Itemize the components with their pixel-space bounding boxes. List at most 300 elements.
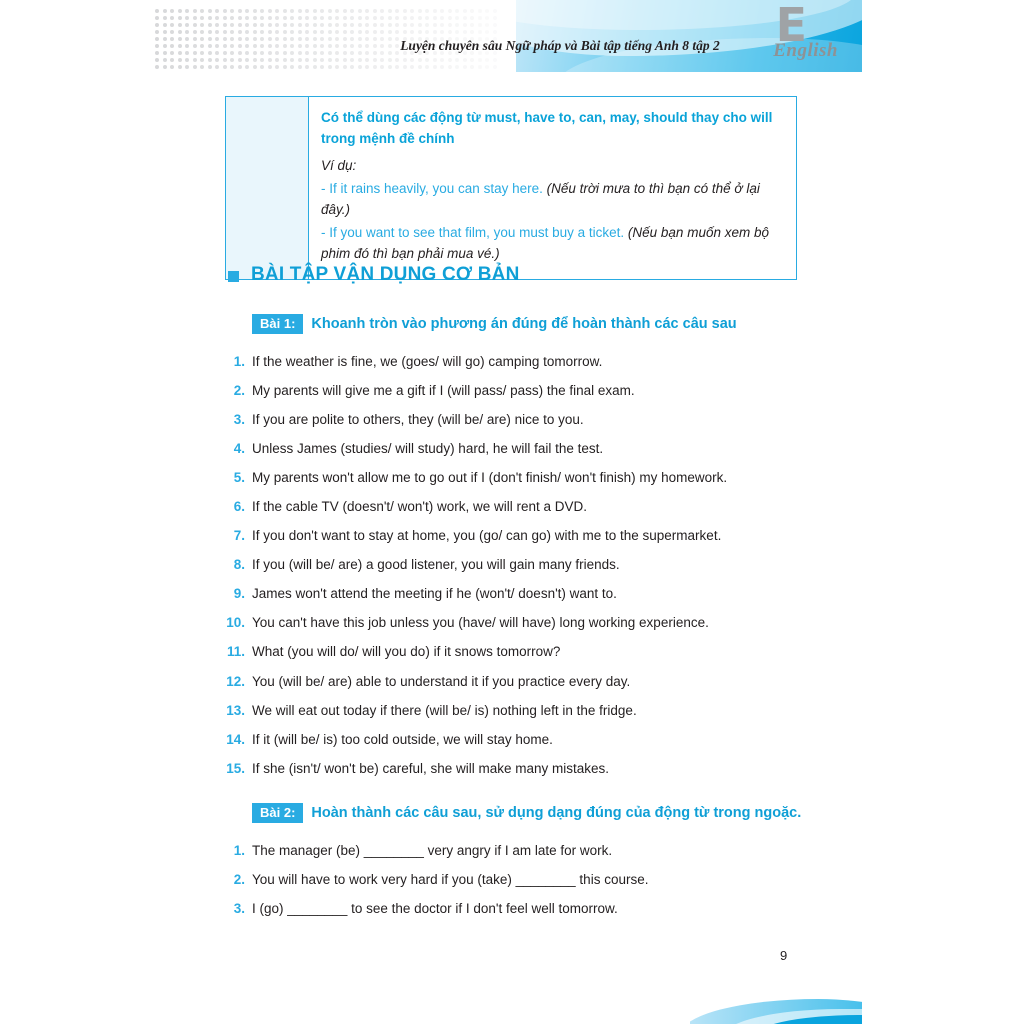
dot — [485, 65, 489, 69]
dot — [208, 30, 212, 34]
dot — [230, 9, 234, 13]
dot — [170, 37, 174, 41]
dot — [448, 65, 452, 69]
dot — [388, 30, 392, 34]
question-text: James won't attend the meeting if he (won't/ doesn't) want to. — [252, 586, 617, 602]
dot — [493, 23, 497, 27]
dot — [425, 9, 429, 13]
dot — [185, 23, 189, 27]
dot — [448, 16, 452, 20]
dot — [305, 16, 309, 20]
dot — [223, 37, 227, 41]
dot — [298, 23, 302, 27]
dot — [223, 9, 227, 13]
dot — [268, 65, 272, 69]
question-row — [222, 382, 822, 400]
question-text: What (you will do/ will you do) if it snows tomorrow? — [252, 644, 561, 660]
dot — [365, 58, 369, 62]
dot — [223, 51, 227, 55]
question-number: 2. — [233, 872, 245, 888]
dot — [215, 30, 219, 34]
dot — [470, 30, 474, 34]
dot — [493, 58, 497, 62]
dot — [485, 30, 489, 34]
grammar-note-box — [225, 96, 797, 280]
dot — [170, 51, 174, 55]
dot — [260, 30, 264, 34]
question-number: 1. — [233, 354, 245, 369]
dot-row — [155, 56, 497, 63]
dot — [343, 9, 347, 13]
dot — [208, 16, 212, 20]
dot — [463, 16, 467, 20]
dot-row — [155, 7, 497, 14]
question-number: 3. — [233, 901, 245, 917]
dot — [215, 23, 219, 27]
note-example-1-vi: (Nếu trời mưa to thì bạn có thể ở lại đây.) — [321, 181, 760, 218]
dot — [425, 30, 429, 34]
dot — [403, 58, 407, 62]
dot — [253, 44, 257, 48]
dot — [365, 16, 369, 20]
note-box-left-panel — [226, 97, 309, 279]
dot — [440, 30, 444, 34]
dot — [365, 65, 369, 69]
dot — [260, 51, 264, 55]
question-text: Unless James (studies/ will study) hard, he will fail the test. — [252, 441, 604, 457]
dot — [223, 58, 227, 62]
dot — [290, 58, 294, 62]
dot — [275, 16, 279, 20]
dot — [388, 9, 392, 13]
question-row — [222, 585, 822, 603]
dot — [170, 23, 174, 27]
dot — [155, 65, 159, 69]
dot — [170, 16, 174, 20]
dot — [335, 30, 339, 34]
dot — [223, 23, 227, 27]
dot — [403, 16, 407, 20]
dot — [163, 44, 167, 48]
dot — [298, 58, 302, 62]
dot — [178, 16, 182, 20]
dot — [178, 58, 182, 62]
dot — [470, 9, 474, 13]
note-example-label: Ví dụ: — [321, 157, 357, 173]
dot — [388, 65, 392, 69]
dot — [350, 30, 354, 34]
dot — [230, 65, 234, 69]
dot — [343, 65, 347, 69]
dot — [290, 30, 294, 34]
dot — [238, 58, 242, 62]
dot — [230, 30, 234, 34]
dot — [185, 44, 189, 48]
dot — [335, 9, 339, 13]
footer-wave-decoration — [690, 985, 862, 1024]
dot — [425, 65, 429, 69]
dot — [163, 58, 167, 62]
dot — [433, 9, 437, 13]
dot — [290, 37, 294, 41]
dot — [283, 16, 287, 20]
dot — [268, 44, 272, 48]
dot — [343, 16, 347, 20]
dot — [275, 58, 279, 62]
dot — [238, 51, 242, 55]
dot — [320, 30, 324, 34]
dot — [305, 23, 309, 27]
dot — [223, 30, 227, 34]
dot — [373, 30, 377, 34]
question-text: If you are polite to others, they (will be/ are) nice to you. — [252, 412, 584, 428]
dot — [170, 44, 174, 48]
dot — [163, 65, 167, 69]
section-heading — [228, 264, 520, 286]
question-text: My parents won't allow me to go out if I (don't finish/ won't finish) my homework. — [252, 470, 728, 486]
dot — [410, 9, 414, 13]
dot — [283, 23, 287, 27]
dot — [380, 23, 384, 27]
dot — [343, 23, 347, 27]
dot — [163, 9, 167, 13]
dot — [275, 30, 279, 34]
dot — [418, 58, 422, 62]
dot — [335, 58, 339, 62]
question-row — [222, 871, 822, 889]
dot — [170, 58, 174, 62]
note-example-1-en: - If it rains heavily, you can stay here. — [321, 181, 543, 197]
dot — [245, 23, 249, 27]
question-row — [222, 469, 822, 487]
dot — [410, 23, 414, 27]
dot — [163, 51, 167, 55]
dot — [448, 58, 452, 62]
dot — [185, 37, 189, 41]
dot — [208, 23, 212, 27]
dot — [253, 65, 257, 69]
dot — [305, 9, 309, 13]
dot — [358, 65, 362, 69]
dot — [268, 23, 272, 27]
dot — [275, 9, 279, 13]
question-number: 9. — [233, 586, 245, 602]
dot — [230, 51, 234, 55]
question-row — [222, 527, 822, 545]
dot — [298, 30, 302, 34]
dot — [245, 9, 249, 13]
dot — [185, 16, 189, 20]
dot — [485, 9, 489, 13]
question-text: We will eat out today if there (will be/ is) nothing left in the fridge. — [252, 702, 637, 718]
question-number: 2. — [233, 383, 245, 399]
dot — [305, 58, 309, 62]
question-text: The manager (be) ________ very angry if I am late for work. — [252, 843, 613, 858]
dot — [358, 9, 362, 13]
question-number: 15. — [226, 760, 245, 776]
exercise-1-tag: Bài 1: — [252, 314, 303, 334]
dot — [350, 9, 354, 13]
dot — [253, 30, 257, 34]
dot — [260, 9, 264, 13]
dot — [358, 58, 362, 62]
dot — [478, 16, 482, 20]
dot — [238, 16, 242, 20]
dot — [283, 51, 287, 55]
dot — [455, 16, 459, 20]
dot — [470, 58, 474, 62]
dot — [178, 9, 182, 13]
dot — [418, 23, 422, 27]
dot — [350, 58, 354, 62]
dot — [230, 37, 234, 41]
dot — [245, 65, 249, 69]
dot — [253, 37, 257, 41]
dot — [283, 44, 287, 48]
dot — [208, 9, 212, 13]
note-example-2-vi: (Nếu bạn muốn xem bộ phim đó thì bạn phải mua vé.) — [321, 224, 769, 261]
dot — [230, 58, 234, 62]
dot — [440, 58, 444, 62]
dot — [208, 37, 212, 41]
question-number: 13. — [226, 702, 245, 718]
dot — [238, 30, 242, 34]
question-number: 8. — [233, 557, 245, 573]
dot — [260, 65, 264, 69]
dot — [478, 65, 482, 69]
dot — [215, 16, 219, 20]
dot — [298, 9, 302, 13]
dot — [328, 9, 332, 13]
square-bullet-icon — [228, 271, 239, 282]
section-title: BÀI TẬP VẬN DỤNG CƠ BẢN — [251, 264, 520, 285]
dot — [425, 58, 429, 62]
dot — [290, 65, 294, 69]
dot — [410, 65, 414, 69]
dot — [455, 9, 459, 13]
dot — [388, 23, 392, 27]
dot — [178, 37, 182, 41]
dot — [448, 9, 452, 13]
dot — [200, 37, 204, 41]
dot — [290, 44, 294, 48]
dot — [238, 37, 242, 41]
dot — [178, 51, 182, 55]
dot — [200, 58, 204, 62]
exercise-2-title: Hoàn thành các câu sau, sử dụng dạng đúng của động từ trong ngoặc. — [311, 805, 802, 821]
dot — [343, 30, 347, 34]
dot — [373, 9, 377, 13]
dot — [245, 16, 249, 20]
dot — [373, 65, 377, 69]
question-number: 3. — [233, 412, 245, 428]
dot — [163, 30, 167, 34]
dot — [268, 37, 272, 41]
dot — [215, 37, 219, 41]
question-row — [222, 842, 822, 860]
dot — [223, 65, 227, 69]
dot — [440, 23, 444, 27]
dot — [193, 44, 197, 48]
dot — [178, 30, 182, 34]
dot — [200, 51, 204, 55]
dot — [343, 58, 347, 62]
dot — [253, 9, 257, 13]
dot — [335, 16, 339, 20]
dot — [230, 16, 234, 20]
dot — [493, 9, 497, 13]
dot — [380, 16, 384, 20]
dot — [283, 9, 287, 13]
dot — [245, 58, 249, 62]
dot — [163, 23, 167, 27]
dot — [245, 30, 249, 34]
dot — [260, 23, 264, 27]
dot — [395, 23, 399, 27]
exercise-2-question-list — [222, 842, 822, 929]
dot — [395, 30, 399, 34]
dot — [335, 23, 339, 27]
dot — [358, 23, 362, 27]
dot — [493, 30, 497, 34]
dot — [313, 23, 317, 27]
dot — [448, 23, 452, 27]
dot — [260, 58, 264, 62]
question-number: 12. — [226, 673, 245, 689]
dot — [208, 51, 212, 55]
dot — [200, 30, 204, 34]
dot — [328, 23, 332, 27]
dot — [403, 23, 407, 27]
dot — [193, 58, 197, 62]
dot — [433, 23, 437, 27]
dot — [215, 9, 219, 13]
dot — [433, 65, 437, 69]
dot — [193, 23, 197, 27]
dot — [268, 9, 272, 13]
dot — [380, 30, 384, 34]
dot — [283, 65, 287, 69]
dot — [395, 65, 399, 69]
dot — [403, 30, 407, 34]
dot — [463, 65, 467, 69]
dot — [193, 30, 197, 34]
dot — [200, 65, 204, 69]
dot — [223, 44, 227, 48]
question-text: You will have to work very hard if you (take) ________ this course. — [252, 872, 649, 888]
dot — [463, 23, 467, 27]
dot — [455, 65, 459, 69]
dot — [328, 30, 332, 34]
question-row — [222, 643, 822, 661]
dot — [313, 58, 317, 62]
dot-pattern-decoration — [155, 0, 497, 70]
dot — [215, 44, 219, 48]
dot — [305, 65, 309, 69]
question-row — [222, 614, 822, 632]
exercise-1-heading — [252, 314, 737, 334]
dot — [440, 65, 444, 69]
exercise-1-question-list — [222, 353, 822, 789]
question-number: 11. — [226, 644, 245, 660]
dot — [163, 16, 167, 20]
dot — [268, 16, 272, 20]
dot — [320, 65, 324, 69]
question-row — [222, 556, 822, 574]
question-text: You (will be/ are) able to understand it if you practice every day. — [252, 673, 631, 689]
dot — [455, 23, 459, 27]
dot — [328, 65, 332, 69]
question-text: If the weather is fine, we (goes/ will go) camping tomorrow. — [252, 354, 603, 369]
dot — [268, 30, 272, 34]
dot — [493, 65, 497, 69]
dot — [290, 51, 294, 55]
dot — [335, 65, 339, 69]
dot — [463, 58, 467, 62]
dot — [290, 9, 294, 13]
running-title: Luyện chuyên sâu Ngữ pháp và Bài tập tiếng Anh 8 tập 2 — [400, 38, 720, 53]
dot — [208, 58, 212, 62]
dot-row — [155, 28, 497, 35]
dot — [298, 65, 302, 69]
dot — [395, 16, 399, 20]
dot — [238, 65, 242, 69]
dot — [215, 65, 219, 69]
dot — [238, 23, 242, 27]
dot — [493, 16, 497, 20]
dot — [193, 37, 197, 41]
dot — [440, 16, 444, 20]
question-text: If you don't want to stay at home, you (go/ can go) with me to the supermarket. — [252, 528, 722, 544]
dot — [298, 16, 302, 20]
dot — [320, 9, 324, 13]
dot — [373, 23, 377, 27]
dot — [223, 16, 227, 20]
exercise-1-title: Khoanh tròn vào phương án đúng để hoàn thành các câu sau — [311, 316, 737, 332]
dot — [440, 9, 444, 13]
dot — [380, 9, 384, 13]
question-row — [222, 498, 822, 516]
question-row — [222, 760, 822, 778]
dot — [245, 51, 249, 55]
dot — [170, 65, 174, 69]
logo-letter-e: E — [775, 0, 806, 52]
note-example-1 — [321, 179, 782, 221]
dot — [425, 16, 429, 20]
exercise-2-heading — [252, 803, 801, 823]
question-text: My parents will give me a gift if I (will pass/ pass) the final exam. — [252, 383, 635, 399]
question-row — [222, 411, 822, 429]
dot — [448, 30, 452, 34]
dot — [313, 16, 317, 20]
dot — [373, 58, 377, 62]
dot — [208, 44, 212, 48]
dot-row — [155, 21, 497, 28]
page-header — [0, 0, 1024, 78]
dot — [275, 37, 279, 41]
dot — [470, 16, 474, 20]
question-text: If the cable TV (doesn't/ won't) work, we will rent a DVD. — [252, 499, 588, 515]
note-box-body — [309, 97, 796, 279]
question-text: I (go) ________ to see the doctor if I don't feel well tomorrow. — [252, 901, 618, 917]
page-number: 9 — [780, 948, 788, 963]
dot — [403, 9, 407, 13]
question-text: If you (will be/ are) a good listener, you will gain many friends. — [252, 557, 620, 573]
dot — [193, 65, 197, 69]
dot — [193, 9, 197, 13]
dot — [200, 44, 204, 48]
dot — [215, 51, 219, 55]
